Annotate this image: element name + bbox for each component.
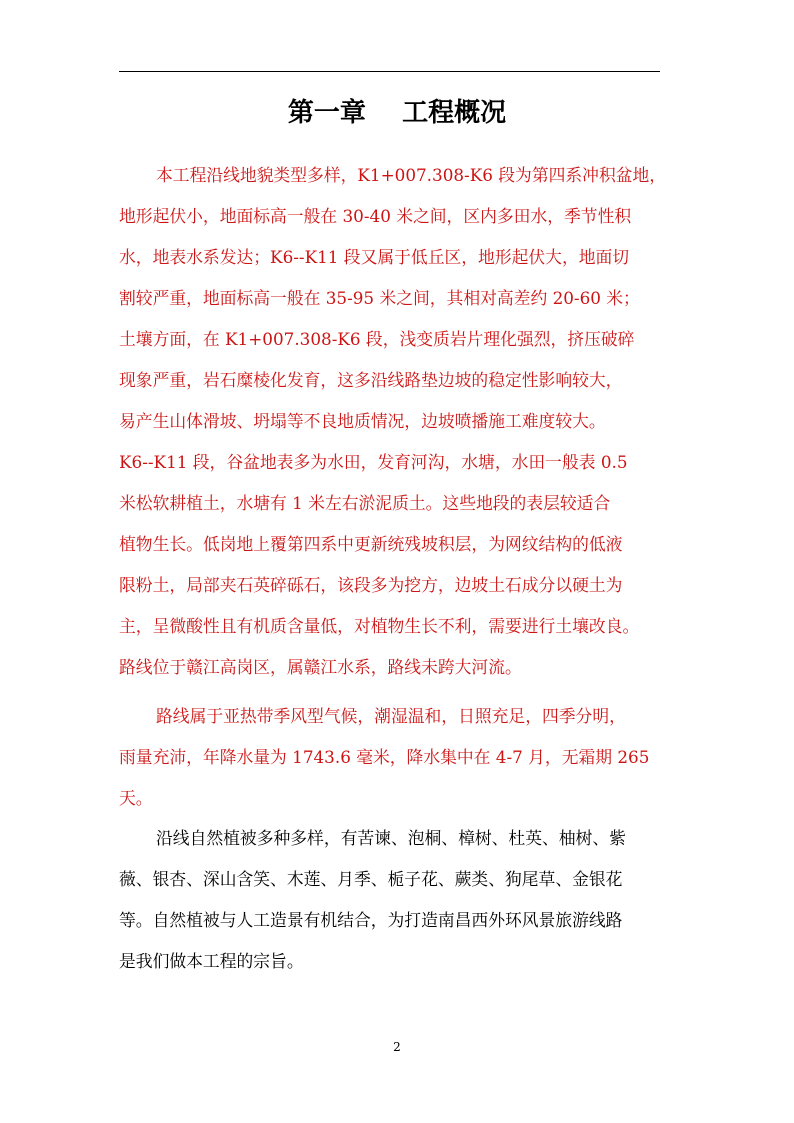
paragraph-1-line-6: 现象严重，岩石糜棱化发育，这多沿线路垫边坡的稳定性影响较大， [119,370,623,390]
paragraph-1-line-4: 割较严重，地面标高一般在 35-95 米之间，其相对高差约 20-60 米； [119,288,640,308]
paragraph-1-line-12: 主，呈微酸性且有机质含量低，对植物生长不利，需要进行土壤改良。 [119,616,640,636]
paragraph-1-line-11: 限粉土，局部夹石英碎砾石，该段多为挖方，边坡土石成分以硬土为 [119,575,623,595]
paragraph-1-line-3: 水，地表水系发达；K6--K11 段又属于低丘区，地形起伏大，地面切 [119,247,630,267]
paragraph-3-line-2: 薇、银杏、深山含笑、木莲、月季、栀子花、蕨类、狗尾草、金银花 [119,869,623,889]
paragraph-1-line-5: 土壤方面，在 K1+007.308-K6 段，浅变质岩片理化强烈，挤压破碎 [119,329,635,349]
paragraph-2-line-1: 路线属于亚热带季风型气候，潮湿温和，日照充足，四季分明， [156,706,626,726]
paragraph-1-line-10: 植物生长。低岗地上覆第四系中更新统残坡积层，为网纹结构的低液 [119,534,623,554]
paragraph-2-line-2: 雨量充沛，年降水量为 1743.6 毫米，降水集中在 4-7 月，无霜期 265 [119,747,650,767]
header-rule [119,71,660,72]
paragraph-2-line-3: 天。 [119,788,153,808]
paragraph-1-line-2: 地形起伏小，地面标高一般在 30-40 米之间，区内多田水，季节性积 [119,206,632,226]
paragraph-1-line-8: K6--K11 段，谷盆地表多为水田，发育河沟，水塘，水田一般表 0.5 [119,452,628,472]
paragraph-3-line-1: 沿线自然植被多种多样，有苦谏、泡桐、樟树、杜英、柚树、紫 [156,828,626,848]
paragraph-1-line-13: 路线位于赣江高岗区，属赣江水系，路线未跨大河流。 [119,657,522,677]
paragraph-1-line-7: 易产生山体滑坡、坍塌等不良地质情况，边坡喷播施工难度较大。 [119,411,606,431]
paragraph-1-line-1: 本工程沿线地貌类型多样，K1+007.308-K6 段为第四系冲积盆地， [156,165,667,185]
page-number: 2 [393,1040,401,1054]
chapter-title: 第一章 工程概况 [287,98,507,128]
paragraph-3-line-4: 是我们做本工程的宗旨。 [119,951,304,971]
paragraph-3-line-3: 等。自然植被与人工造景有机结合，为打造南昌西外环风景旅游线路 [119,910,623,930]
paragraph-1-line-9: 米松软耕植土，水塘有 1 米左右淤泥质土。这些地段的表层较适合 [119,493,611,513]
